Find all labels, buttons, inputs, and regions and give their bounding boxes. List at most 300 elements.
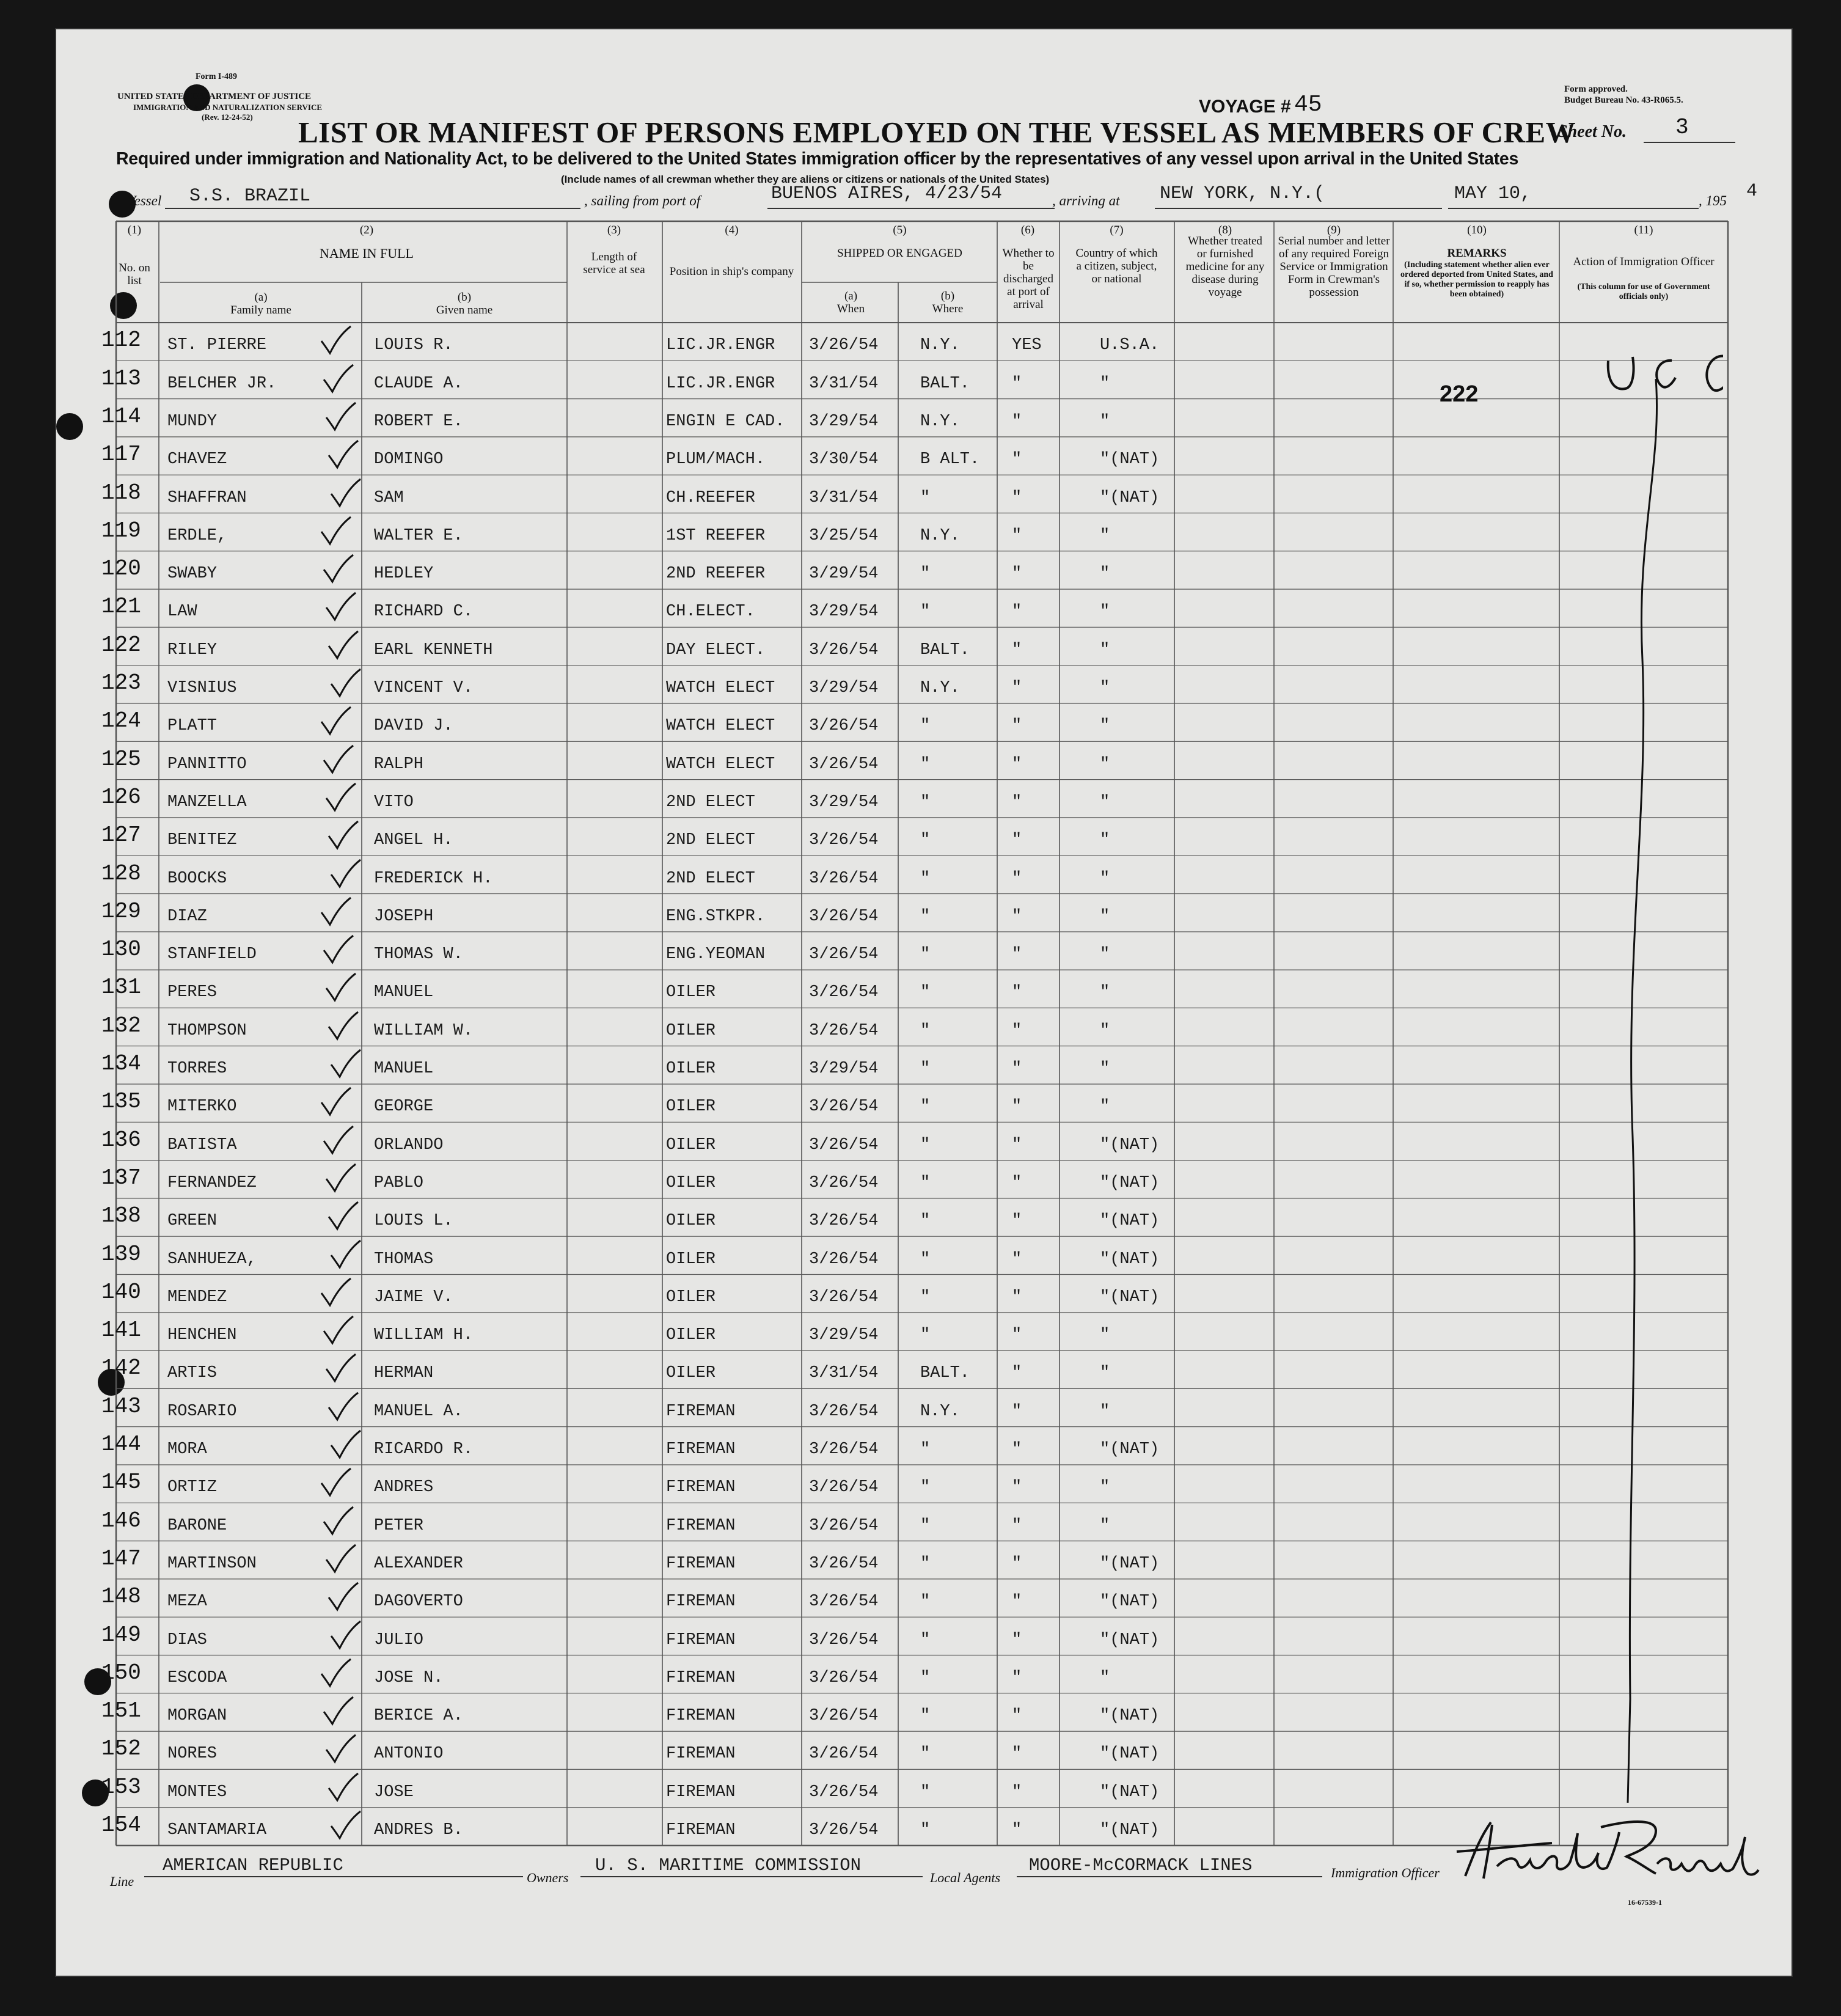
cell-position: FIREMAN	[666, 1516, 736, 1535]
cell-shipped-when: 3/31/54	[809, 488, 879, 507]
cell-given-name: VINCENT V.	[374, 679, 474, 697]
cell-shipped-where: "	[920, 488, 931, 507]
cell-country: "(NAT)	[1100, 1554, 1160, 1573]
cell-family-name: THOMPSON	[167, 1021, 247, 1040]
cell-position: OILER	[666, 1288, 716, 1307]
cell-country: "	[1100, 1478, 1110, 1497]
voyage-label: VOYAGE #	[1199, 97, 1291, 117]
cell-given-name: FREDERICK H.	[374, 869, 493, 888]
cell-position: 2ND ELECT	[666, 831, 755, 850]
cell-given-name: HERMAN	[374, 1364, 434, 1383]
cell-shipped-when: 3/26/54	[809, 1668, 879, 1687]
cell-shipped-where: "	[920, 1135, 931, 1154]
cell-row-number: 123	[101, 670, 141, 695]
col5-number: (5)	[893, 224, 907, 236]
cell-row-number: 143	[101, 1393, 141, 1419]
cell-country: "	[1100, 374, 1110, 393]
cell-family-name: MORGAN	[167, 1707, 227, 1726]
check-mark	[320, 744, 357, 775]
cell-shipped-when: 3/26/54	[809, 1402, 879, 1421]
cell-given-name: MANUEL	[374, 1060, 434, 1078]
check-mark	[323, 1163, 359, 1193]
cell-discharged: "	[1012, 983, 1022, 1002]
check-mark	[318, 1277, 354, 1308]
cell-given-name: JOSE	[374, 1783, 414, 1802]
vessel-name: S.S. BRAZIL	[189, 186, 311, 207]
cell-family-name: RILEY	[167, 640, 218, 659]
col9-number: (9)	[1327, 224, 1341, 236]
cell-given-name: HEDLEY	[374, 565, 434, 584]
col9-header: Serial number and letter of any required Foreign Service or Immigration Form in Crewman's possession	[1278, 235, 1390, 299]
cell-row-number: 145	[101, 1470, 141, 1495]
cell-family-name: CHAVEZ	[167, 450, 227, 469]
cell-family-name: MITERKO	[167, 1098, 237, 1116]
check-mark	[328, 1620, 364, 1651]
cell-discharged: "	[1012, 412, 1022, 431]
cell-shipped-when: 3/26/54	[809, 1212, 879, 1231]
check-mark	[328, 859, 364, 889]
cell-country: "	[1100, 526, 1110, 545]
cell-country: "	[1100, 603, 1110, 621]
cell-shipped-when: 3/26/54	[809, 945, 879, 964]
col4-number: (4)	[725, 224, 739, 236]
cell-family-name: ROSARIO	[167, 1402, 237, 1421]
cell-position: FIREMAN	[666, 1554, 736, 1573]
cell-country: "(NAT)	[1100, 1821, 1160, 1839]
cell-shipped-when: 3/26/54	[809, 755, 879, 774]
cell-given-name: DOMINGO	[374, 450, 444, 469]
cell-family-name: BOOCKS	[167, 869, 227, 888]
cell-shipped-when: 3/26/54	[809, 1821, 879, 1839]
cell-shipped-where: "	[920, 1326, 931, 1345]
col5a-header: (a) When	[836, 290, 865, 315]
cell-family-name: BATISTA	[167, 1135, 237, 1154]
cell-shipped-where: N.Y.	[920, 526, 960, 545]
cell-position: CH.ELECT.	[666, 603, 755, 621]
cell-shipped-when: 3/26/54	[809, 1098, 879, 1116]
cell-row-number: 114	[101, 403, 141, 429]
cell-country: "(NAT)	[1100, 1745, 1160, 1764]
cell-row-number: 122	[101, 632, 141, 658]
owners-value: U. S. MARITIME COMMISSION	[595, 1855, 862, 1875]
cell-discharged: "	[1012, 488, 1022, 507]
cell-shipped-when: 3/26/54	[809, 1173, 879, 1192]
cell-country: "	[1100, 869, 1110, 888]
cell-shipped-where: N.Y.	[920, 412, 960, 431]
cell-country: "	[1100, 1326, 1110, 1345]
cell-shipped-where: "	[920, 945, 931, 964]
cell-row-number: 125	[101, 746, 141, 772]
sheet-number: 3	[1675, 115, 1689, 140]
check-mark	[323, 1544, 359, 1574]
cell-given-name: WILLIAM H.	[374, 1326, 474, 1345]
page-title: LIST OR MANIFEST OF PERSONS EMPLOYED ON THE VESSEL AS MEMBERS OF CREW	[298, 115, 1576, 149]
cell-discharged: "	[1012, 526, 1022, 545]
cell-country: U.S.A.	[1100, 336, 1160, 355]
cell-country: "	[1100, 717, 1110, 736]
cell-country: "	[1100, 945, 1110, 964]
check-mark	[323, 1353, 359, 1384]
cell-shipped-when: 3/29/54	[809, 412, 879, 431]
cell-discharged: "	[1012, 450, 1022, 469]
col2-header: NAME IN FULL	[320, 246, 414, 261]
cell-country: "	[1100, 793, 1110, 812]
cell-family-name: VISNIUS	[167, 679, 237, 697]
cell-shipped-where: "	[920, 793, 931, 812]
cell-shipped-where: "	[920, 1783, 931, 1802]
cell-shipped-where: "	[920, 1554, 931, 1573]
cell-shipped-where: "	[920, 1745, 931, 1764]
cell-discharged: "	[1012, 1516, 1022, 1535]
cell-given-name: PETER	[374, 1516, 424, 1535]
sheet-label: Sheet No.	[1558, 122, 1627, 141]
cell-given-name: JOSE N.	[374, 1668, 444, 1687]
cell-discharged: YES	[1012, 336, 1042, 355]
cell-discharged: "	[1012, 1745, 1022, 1764]
cell-position: 2ND ELECT	[666, 793, 755, 812]
cell-country: "(NAT)	[1100, 1630, 1160, 1649]
cell-row-number: 138	[101, 1203, 141, 1229]
form-subtitle: Required under immigration and Nationality Act, to be delivered to the United States immigration officer by the representatives of any vessel upon arrival in the United States	[116, 149, 1519, 169]
cell-shipped-where: "	[920, 1630, 931, 1649]
cell-given-name: JAIME V.	[374, 1288, 453, 1307]
cell-family-name: MANZELLA	[167, 793, 247, 812]
cell-row-number: 144	[101, 1432, 141, 1457]
cell-position: FIREMAN	[666, 1745, 736, 1764]
cell-discharged: "	[1012, 1288, 1022, 1307]
cell-position: FIREMAN	[666, 1478, 736, 1497]
check-mark	[325, 1391, 362, 1422]
cell-row-number: 136	[101, 1127, 141, 1153]
cell-position: ENG.STKPR.	[666, 907, 766, 926]
cell-shipped-where: "	[920, 1173, 931, 1192]
cell-family-name: MENDEZ	[167, 1288, 227, 1307]
cell-family-name: DIAZ	[167, 907, 207, 926]
cell-shipped-when: 3/26/54	[809, 869, 879, 888]
budget-bureau: Budget Bureau No. 43-R065.5.	[1564, 95, 1683, 105]
cell-position: FIREMAN	[666, 1402, 736, 1421]
department-line: UNITED STATES DEPARTMENT OF JUSTICE	[117, 92, 312, 101]
cell-family-name: SANTAMARIA	[167, 1821, 267, 1839]
cell-shipped-where: "	[920, 1821, 931, 1839]
cell-row-number: 135	[101, 1089, 141, 1115]
cell-discharged: "	[1012, 603, 1022, 621]
cell-shipped-when: 3/29/54	[809, 565, 879, 584]
cell-discharged: "	[1012, 1593, 1022, 1611]
check-mark	[325, 1011, 362, 1041]
cell-shipped-where: "	[920, 1060, 931, 1078]
remarks-stamp: 222	[1440, 381, 1479, 407]
cell-row-number: 141	[101, 1318, 141, 1343]
cell-country: "	[1100, 565, 1110, 584]
cell-given-name: JULIO	[374, 1630, 424, 1649]
cell-given-name: THOMAS	[374, 1250, 434, 1269]
cell-shipped-when: 3/26/54	[809, 640, 879, 659]
cell-shipped-when: 3/26/54	[809, 1516, 879, 1535]
check-mark	[325, 1582, 362, 1612]
cell-family-name: BENITEZ	[167, 831, 237, 850]
cell-position: WATCH ELECT	[666, 755, 775, 774]
check-mark	[323, 592, 359, 622]
check-mark	[318, 516, 354, 546]
check-mark	[318, 896, 354, 927]
sailing-from: BUENOS AIRES, 4/23/54	[771, 183, 1003, 204]
cell-discharged: "	[1012, 793, 1022, 812]
check-mark	[325, 439, 362, 470]
check-mark	[320, 364, 357, 394]
cell-shipped-when: 3/29/54	[809, 793, 879, 812]
arriving-label: , arriving at	[1052, 193, 1120, 208]
cell-shipped-when: 3/26/54	[809, 1478, 879, 1497]
check-mark	[323, 401, 359, 432]
cell-shipped-where: "	[920, 907, 931, 926]
cell-shipped-when: 3/29/54	[809, 603, 879, 621]
cell-row-number: 134	[101, 1051, 141, 1076]
col11-number: (11)	[1634, 224, 1653, 236]
cell-family-name: SANHUEZA,	[167, 1250, 257, 1269]
cell-position: OILER	[666, 1060, 716, 1078]
cell-row-number: 149	[101, 1622, 141, 1648]
cell-discharged: "	[1012, 1554, 1022, 1573]
cell-row-number: 148	[101, 1584, 141, 1610]
cell-shipped-where: "	[920, 1707, 931, 1726]
cell-given-name: ANTONIO	[374, 1745, 444, 1764]
cell-country: "(NAT)	[1100, 1593, 1160, 1611]
year-label: , 195	[1699, 193, 1727, 208]
col3-header: Length of service at sea	[583, 251, 645, 276]
cell-position: OILER	[666, 1326, 716, 1345]
cell-country: "	[1100, 755, 1110, 774]
check-mark	[325, 1201, 362, 1231]
col11-header: Action of Immigration Officer	[1573, 255, 1715, 268]
cell-position: ENG.YEOMAN	[666, 945, 766, 964]
cell-country: "	[1100, 640, 1110, 659]
cell-country: "(NAT)	[1100, 1173, 1160, 1192]
cell-position: FIREMAN	[666, 1593, 736, 1611]
voyage-number: 45	[1294, 92, 1322, 118]
col8-number: (8)	[1218, 224, 1232, 236]
cell-position: OILER	[666, 1250, 716, 1269]
check-mark	[325, 820, 362, 851]
cell-country: "(NAT)	[1100, 1288, 1160, 1307]
cell-family-name: TORRES	[167, 1060, 227, 1078]
cell-given-name: LOUIS R.	[374, 336, 453, 355]
cell-shipped-where: "	[920, 1098, 931, 1116]
year-digit: 4	[1746, 181, 1758, 202]
cell-country: "(NAT)	[1100, 1440, 1160, 1459]
cell-given-name: PABLO	[374, 1173, 424, 1192]
cell-given-name: WILLIAM W.	[374, 1021, 474, 1040]
cell-position: PLUM/MACH.	[666, 450, 766, 469]
arriving-at: NEW YORK, N.Y.(	[1160, 183, 1325, 204]
cell-family-name: BELCHER JR.	[167, 374, 277, 393]
cell-shipped-when: 3/26/54	[809, 336, 879, 355]
col1-number: (1)	[127, 224, 142, 236]
cell-discharged: "	[1012, 945, 1022, 964]
cell-row-number: 140	[101, 1279, 141, 1305]
col11-subheader: (This column for use of Government officials only)	[1577, 282, 1710, 301]
cell-shipped-when: 3/26/54	[809, 717, 879, 736]
cell-shipped-where: "	[920, 1440, 931, 1459]
cell-given-name: SAM	[374, 488, 404, 507]
cell-shipped-where: "	[920, 1021, 931, 1040]
owners-label: Owners	[527, 1870, 569, 1885]
col4-header: Position in ship's company	[669, 265, 794, 278]
cell-discharged: "	[1012, 1478, 1022, 1497]
cell-shipped-where: N.Y.	[920, 1402, 960, 1421]
cell-given-name: ROBERT E.	[374, 412, 463, 431]
cell-family-name: PLATT	[167, 717, 218, 736]
cell-given-name: GEORGE	[374, 1098, 434, 1116]
cell-row-number: 154	[101, 1813, 141, 1838]
check-mark	[320, 1125, 357, 1156]
cell-discharged: "	[1012, 679, 1022, 697]
cell-country: "	[1100, 679, 1110, 697]
cell-country: "	[1100, 983, 1110, 1002]
cell-shipped-when: 3/30/54	[809, 450, 879, 469]
cell-position: ENGIN E CAD.	[666, 412, 785, 431]
cell-family-name: HENCHEN	[167, 1326, 237, 1345]
cell-discharged: "	[1012, 640, 1022, 659]
cell-shipped-when: 3/25/54	[809, 526, 879, 545]
revision-date: (Rev. 12-24-52)	[202, 112, 253, 122]
cell-position: 2ND REEFER	[666, 565, 766, 584]
form-approved: Form approved.	[1564, 84, 1628, 94]
cell-given-name: ANGEL H.	[374, 831, 453, 850]
cell-position: WATCH ELECT	[666, 679, 775, 697]
cell-discharged: "	[1012, 1707, 1022, 1726]
cell-discharged: "	[1012, 1135, 1022, 1154]
check-mark	[325, 630, 362, 661]
cell-country: "	[1100, 1364, 1110, 1383]
cell-shipped-where: "	[920, 983, 931, 1002]
arrival-date: MAY 10,	[1454, 183, 1532, 204]
cell-given-name: JOSEPH	[374, 907, 434, 926]
cell-shipped-where: "	[920, 1478, 931, 1497]
check-mark	[318, 706, 354, 736]
col10-title: REMARKS	[1447, 247, 1507, 260]
cell-row-number: 130	[101, 937, 141, 962]
col10-number: (10)	[1467, 224, 1487, 236]
cell-shipped-where: "	[920, 755, 931, 774]
cell-shipped-when: 3/26/54	[809, 1288, 879, 1307]
cell-shipped-where: N.Y.	[920, 336, 960, 355]
cell-position: 1ST REEFER	[666, 526, 766, 545]
col1-header: No. on list	[119, 262, 150, 287]
cell-family-name: MORA	[167, 1440, 207, 1459]
cell-discharged: "	[1012, 1098, 1022, 1116]
cell-position: FIREMAN	[666, 1668, 736, 1687]
cell-country: "	[1100, 412, 1110, 431]
cell-position: FIREMAN	[666, 1783, 736, 1802]
cell-position: OILER	[666, 1135, 716, 1154]
cell-row-number: 137	[101, 1165, 141, 1190]
cell-row-number: 124	[101, 708, 141, 734]
cell-country: "(NAT)	[1100, 1250, 1160, 1269]
officer-signature	[1454, 1815, 1760, 1888]
col5-header: SHIPPED OR ENGAGED	[837, 247, 962, 260]
cell-given-name: DAVID J.	[374, 717, 453, 736]
cell-row-number: 129	[101, 898, 141, 924]
cell-row-number: 126	[101, 784, 141, 810]
cell-row-number: 113	[101, 365, 141, 391]
cell-discharged: "	[1012, 1326, 1022, 1345]
cell-given-name: ORLANDO	[374, 1135, 444, 1154]
check-mark	[328, 668, 364, 698]
cell-discharged: "	[1012, 1668, 1022, 1687]
cell-row-number: 121	[101, 594, 141, 620]
cell-country: "(NAT)	[1100, 1783, 1160, 1802]
cell-shipped-when: 3/31/54	[809, 1364, 879, 1383]
cell-family-name: LAW	[167, 603, 197, 621]
cell-discharged: "	[1012, 1783, 1022, 1802]
cell-shipped-when: 3/26/54	[809, 1250, 879, 1269]
check-mark	[320, 554, 357, 584]
print-code: 16-67539-1	[1628, 1898, 1662, 1907]
cell-country: "	[1100, 1402, 1110, 1421]
cell-given-name: BERICE A.	[374, 1707, 463, 1726]
cell-discharged: "	[1012, 1440, 1022, 1459]
cell-shipped-where: "	[920, 1288, 931, 1307]
check-mark	[323, 972, 359, 1003]
col3-number: (3)	[607, 224, 621, 236]
cell-family-name: MUNDY	[167, 412, 218, 431]
cell-shipped-when: 3/26/54	[809, 1630, 879, 1649]
cell-family-name: SHAFFRAN	[167, 488, 247, 507]
cell-position: OILER	[666, 1212, 716, 1231]
cell-family-name: FERNANDEZ	[167, 1173, 257, 1192]
cell-row-number: 112	[101, 328, 141, 353]
cell-row-number: 151	[101, 1698, 141, 1724]
cell-position: 2ND ELECT	[666, 869, 755, 888]
col8-header: Whether treated or furnished medicine for any disease during voyage	[1185, 235, 1265, 299]
cell-position: FIREMAN	[666, 1707, 736, 1726]
form-number: Form I-489	[196, 72, 238, 81]
cell-shipped-where: "	[920, 831, 931, 850]
cell-shipped-where: "	[920, 1593, 931, 1611]
cell-country: "	[1100, 1668, 1110, 1687]
check-mark	[318, 1087, 354, 1117]
cell-shipped-when: 3/26/54	[809, 1135, 879, 1154]
col2-number: (2)	[359, 224, 374, 236]
cell-discharged: "	[1012, 869, 1022, 888]
cell-country: "	[1100, 1060, 1110, 1078]
cell-country: "	[1100, 1516, 1110, 1535]
cell-position: WATCH ELECT	[666, 717, 775, 736]
check-mark	[328, 1049, 364, 1079]
cell-family-name: MARTINSON	[167, 1554, 257, 1573]
cell-discharged: "	[1012, 1212, 1022, 1231]
cell-position: LIC.JR.ENGR	[666, 374, 775, 393]
check-mark	[323, 1734, 359, 1764]
check-mark	[328, 478, 364, 508]
col2b-header: (b) Given name	[436, 291, 493, 317]
cell-discharged: "	[1012, 1402, 1022, 1421]
cell-position: OILER	[666, 983, 716, 1002]
service-line: IMMIGRATION AND NATURALIZATION SERVICE	[133, 103, 323, 112]
cell-family-name: GREEN	[167, 1212, 218, 1231]
cell-position: FIREMAN	[666, 1440, 736, 1459]
cell-given-name: WALTER E.	[374, 526, 463, 545]
cell-given-name: DAGOVERTO	[374, 1593, 463, 1611]
cell-country: "(NAT)	[1100, 1212, 1160, 1231]
cell-shipped-where: BALT.	[920, 374, 970, 393]
cell-discharged: "	[1012, 1821, 1022, 1839]
cell-position: OILER	[666, 1098, 716, 1116]
cell-row-number: 118	[101, 480, 141, 505]
cell-row-number: 139	[101, 1241, 141, 1267]
cell-family-name: BARONE	[167, 1516, 227, 1535]
